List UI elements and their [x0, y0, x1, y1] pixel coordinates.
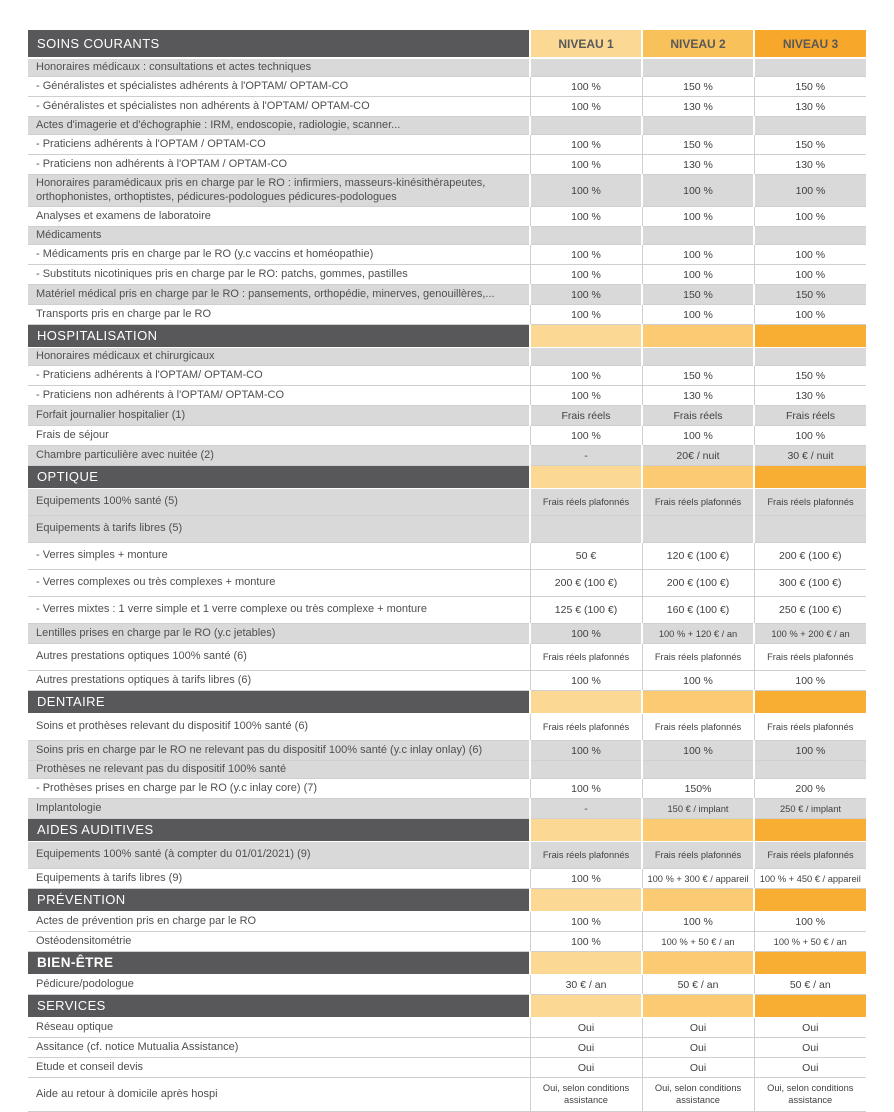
row-label: - Généralistes et spécialistes adhérents à l'OPTAM/ OPTAM-CO — [28, 77, 530, 97]
section-header-row — [28, 952, 866, 975]
column-header-niveau-1: NIVEAU 1 — [530, 30, 642, 58]
table-row — [28, 285, 866, 305]
value-niveau-1: 100 % — [530, 97, 642, 117]
value-niveau-3: Frais réels plafonnés — [754, 714, 866, 741]
section-title: SERVICES — [28, 995, 530, 1018]
table-row — [28, 1058, 866, 1078]
value-niveau-3: 150 % — [754, 135, 866, 155]
table-row — [28, 155, 866, 175]
table-row — [28, 761, 866, 779]
table-row — [28, 912, 866, 932]
value-niveau-3 — [754, 889, 866, 912]
value-niveau-2 — [642, 691, 754, 714]
table-row — [28, 265, 866, 285]
value-niveau-2: 20€ / nuit — [642, 446, 754, 466]
value-niveau-3 — [754, 58, 866, 77]
section-header-row — [28, 819, 866, 842]
value-niveau-2: 100 % — [642, 175, 754, 207]
value-niveau-1 — [530, 819, 642, 842]
table-row — [28, 932, 866, 952]
value-niveau-2: 100 % + 120 € / an — [642, 624, 754, 644]
table-row — [28, 446, 866, 466]
section-header-row — [28, 691, 866, 714]
value-niveau-3: 100 % + 200 € / an — [754, 624, 866, 644]
row-label: - Verres complexes ou très complexes + monture — [28, 570, 530, 597]
value-niveau-2: 150% — [642, 779, 754, 799]
value-niveau-3: 130 % — [754, 155, 866, 175]
value-niveau-3: 130 % — [754, 386, 866, 406]
table-row — [28, 799, 866, 819]
value-niveau-1 — [530, 58, 642, 77]
row-label: Ostéodensitométrie — [28, 932, 530, 952]
value-niveau-1: 100 % — [530, 869, 642, 889]
value-niveau-1: Oui — [530, 1018, 642, 1038]
value-niveau-2: Frais réels plafonnés — [642, 842, 754, 869]
value-niveau-2: 100 % — [642, 741, 754, 761]
value-niveau-1 — [530, 691, 642, 714]
value-niveau-1: 125 € (100 €) — [530, 597, 642, 624]
value-niveau-2: Frais réels plafonnés — [642, 489, 754, 516]
row-label: Equipements à tarifs libres (9) — [28, 869, 530, 889]
value-niveau-3 — [754, 516, 866, 543]
table-row — [28, 227, 866, 245]
row-label: Soins et prothèses relevant du dispositif 100% santé (6) — [28, 714, 530, 741]
value-niveau-1: 100 % — [530, 426, 642, 446]
value-niveau-2 — [642, 819, 754, 842]
value-niveau-2: Oui — [642, 1038, 754, 1058]
table-row — [28, 624, 866, 644]
column-header-niveau-3: NIVEAU 3 — [754, 30, 866, 58]
row-label: - Praticiens adhérents à l'OPTAM/ OPTAM-CO — [28, 366, 530, 386]
value-niveau-3: 100 % — [754, 207, 866, 227]
value-niveau-3 — [754, 995, 866, 1018]
row-label: - Verres simples + monture — [28, 543, 530, 570]
value-niveau-2: 100 % — [642, 671, 754, 691]
section-title: BIEN-ÊTRE — [28, 952, 530, 975]
value-niveau-2: 200 € (100 €) — [642, 570, 754, 597]
section-title: AIDES AUDITIVES — [28, 819, 530, 842]
table-row — [28, 842, 866, 869]
value-niveau-1 — [530, 761, 642, 779]
row-label: Honoraires médicaux et chirurgicaux — [28, 348, 530, 366]
value-niveau-2 — [642, 516, 754, 543]
value-niveau-3 — [754, 348, 866, 366]
row-label: Lentilles prises en charge par le RO (y.c jetables) — [28, 624, 530, 644]
value-niveau-3 — [754, 952, 866, 975]
value-niveau-2: 160 € (100 €) — [642, 597, 754, 624]
value-niveau-1: 50 € — [530, 543, 642, 570]
value-niveau-2 — [642, 58, 754, 77]
value-niveau-2 — [642, 117, 754, 135]
value-niveau-1 — [530, 348, 642, 366]
table-row — [28, 671, 866, 691]
value-niveau-1 — [530, 466, 642, 489]
value-niveau-3: 150 % — [754, 77, 866, 97]
table-row — [28, 406, 866, 426]
value-niveau-2: 130 % — [642, 97, 754, 117]
table-row — [28, 516, 866, 543]
value-niveau-2: 150 € / implant — [642, 799, 754, 819]
table-row — [28, 779, 866, 799]
value-niveau-1: 100 % — [530, 741, 642, 761]
table-header-row — [28, 30, 866, 58]
row-label: Autres prestations optiques à tarifs libres (6) — [28, 671, 530, 691]
value-niveau-3: 200 € (100 €) — [754, 543, 866, 570]
row-label: Equipements 100% santé (5) — [28, 489, 530, 516]
section-header-row — [28, 466, 866, 489]
value-niveau-2: 130 % — [642, 386, 754, 406]
value-niveau-2: Oui, selon conditions assistance — [642, 1078, 754, 1112]
value-niveau-3: 100 % — [754, 175, 866, 207]
value-niveau-3: 100 % — [754, 265, 866, 285]
value-niveau-1: 100 % — [530, 285, 642, 305]
value-niveau-1: Frais réels plafonnés — [530, 842, 642, 869]
table-row — [28, 1018, 866, 1038]
table-row — [28, 135, 866, 155]
table-row — [28, 348, 866, 366]
table-row — [28, 305, 866, 325]
value-niveau-2: 100 % — [642, 265, 754, 285]
value-niveau-1: Oui — [530, 1038, 642, 1058]
value-niveau-3: 130 % — [754, 97, 866, 117]
value-niveau-3: 100 % + 50 € / an — [754, 932, 866, 952]
value-niveau-3: 150 % — [754, 366, 866, 386]
value-niveau-1: Frais réels — [530, 406, 642, 426]
value-niveau-2: 150 % — [642, 285, 754, 305]
section-header-row — [28, 325, 866, 348]
value-niveau-3: 100 % — [754, 671, 866, 691]
row-label: Médicaments — [28, 227, 530, 245]
table-row — [28, 97, 866, 117]
row-label: - Verres mixtes : 1 verre simple et 1 verre complexe ou très complexe + monture — [28, 597, 530, 624]
row-label: Autres prestations optiques 100% santé (6) — [28, 644, 530, 671]
value-niveau-1: 100 % — [530, 912, 642, 932]
row-label: Honoraires paramédicaux pris en charge par le RO : infirmiers, masseurs-kinésithérapeutes, orthophonistes, orthoptistes, pédicures-podologues pédicures-podologues — [28, 175, 530, 207]
coverage-table — [28, 30, 866, 1112]
value-niveau-1: 100 % — [530, 207, 642, 227]
value-niveau-3: 30 € / nuit — [754, 446, 866, 466]
value-niveau-3 — [754, 117, 866, 135]
value-niveau-1: 100 % — [530, 135, 642, 155]
value-niveau-1: 100 % — [530, 386, 642, 406]
table-body — [28, 58, 866, 1112]
row-label: - Praticiens non adhérents à l'OPTAM/ OPTAM-CO — [28, 386, 530, 406]
table-row — [28, 175, 866, 207]
value-niveau-1 — [530, 516, 642, 543]
value-niveau-1: 100 % — [530, 77, 642, 97]
section-title: OPTIQUE — [28, 466, 530, 489]
value-niveau-3: Frais réels plafonnés — [754, 489, 866, 516]
row-label: Matériel médical pris en charge par le RO : pansements, orthopédie, minerves, genouillères,... — [28, 285, 530, 305]
value-niveau-2: 120 € (100 €) — [642, 543, 754, 570]
value-niveau-3: Oui, selon conditions assistance — [754, 1078, 866, 1112]
value-niveau-3: 50 € / an — [754, 975, 866, 995]
value-niveau-1: 100 % — [530, 779, 642, 799]
value-niveau-1 — [530, 995, 642, 1018]
row-label: Actes d'imagerie et d'échographie : IRM, endoscopie, radiologie, scanner... — [28, 117, 530, 135]
section-title: HOSPITALISATION — [28, 325, 530, 348]
value-niveau-3: 250 € / implant — [754, 799, 866, 819]
value-niveau-1: 200 € (100 €) — [530, 570, 642, 597]
value-niveau-1: 30 € / an — [530, 975, 642, 995]
value-niveau-1: 100 % — [530, 245, 642, 265]
row-label: Frais de séjour — [28, 426, 530, 446]
value-niveau-1 — [530, 325, 642, 348]
value-niveau-2: 150 % — [642, 135, 754, 155]
value-niveau-3 — [754, 227, 866, 245]
value-niveau-2: Frais réels plafonnés — [642, 714, 754, 741]
table-row — [28, 366, 866, 386]
value-niveau-3: Oui — [754, 1058, 866, 1078]
value-niveau-2: 50 € / an — [642, 975, 754, 995]
value-niveau-1: 100 % — [530, 366, 642, 386]
row-label: Prothèses ne relevant pas du dispositif 100% santé — [28, 761, 530, 779]
value-niveau-3: Oui — [754, 1018, 866, 1038]
value-niveau-3: 100 % — [754, 305, 866, 325]
table-row — [28, 1078, 866, 1112]
row-label: - Praticiens adhérents à l'OPTAM / OPTAM-CO — [28, 135, 530, 155]
value-niveau-3: Frais réels plafonnés — [754, 644, 866, 671]
section-header-row — [28, 889, 866, 912]
row-label: Equipements 100% santé (à compter du 01/01/2021) (9) — [28, 842, 530, 869]
value-niveau-3 — [754, 466, 866, 489]
row-label: - Substituts nicotiniques pris en charge par le RO: patchs, gommes, pastilles — [28, 265, 530, 285]
value-niveau-3: 150 % — [754, 285, 866, 305]
value-niveau-3: 100 % — [754, 741, 866, 761]
row-label: Actes de prévention pris en charge par le RO — [28, 912, 530, 932]
table-row — [28, 543, 866, 570]
row-label: Etude et conseil devis — [28, 1058, 530, 1078]
row-label: - Praticiens non adhérents à l'OPTAM / OPTAM-CO — [28, 155, 530, 175]
value-niveau-1: 100 % — [530, 175, 642, 207]
value-niveau-2: 100 % — [642, 245, 754, 265]
row-label: Soins pris en charge par le RO ne relevant pas du dispositif 100% santé (y.c inlay onlay) (6) — [28, 741, 530, 761]
value-niveau-2: 150 % — [642, 77, 754, 97]
value-niveau-1: Oui — [530, 1058, 642, 1078]
value-niveau-3: 250 € (100 €) — [754, 597, 866, 624]
section-title: PRÉVENTION — [28, 889, 530, 912]
table-row — [28, 386, 866, 406]
row-label: Aide au retour à domicile après hospi — [28, 1078, 530, 1112]
row-label: Honoraires médicaux : consultations et actes techniques — [28, 58, 530, 77]
value-niveau-1 — [530, 952, 642, 975]
column-header-soins-courants: SOINS COURANTS — [28, 30, 530, 58]
value-niveau-1: 100 % — [530, 155, 642, 175]
value-niveau-2 — [642, 889, 754, 912]
value-niveau-3: 100 % + 450 € / appareil — [754, 869, 866, 889]
value-niveau-2: 100 % — [642, 207, 754, 227]
value-niveau-2: 100 % — [642, 912, 754, 932]
value-niveau-2: 130 % — [642, 155, 754, 175]
value-niveau-2: 100 % — [642, 426, 754, 446]
value-niveau-1: Frais réels plafonnés — [530, 489, 642, 516]
value-niveau-1: 100 % — [530, 265, 642, 285]
value-niveau-1: - — [530, 446, 642, 466]
value-niveau-3 — [754, 761, 866, 779]
value-niveau-2: Frais réels — [642, 406, 754, 426]
value-niveau-1: Oui, selon conditions assistance — [530, 1078, 642, 1112]
table-row — [28, 644, 866, 671]
row-label: Assitance (cf. notice Mutualia Assistance) — [28, 1038, 530, 1058]
value-niveau-2 — [642, 761, 754, 779]
value-niveau-1: - — [530, 799, 642, 819]
value-niveau-1: 100 % — [530, 671, 642, 691]
section-title: DENTAIRE — [28, 691, 530, 714]
value-niveau-2 — [642, 995, 754, 1018]
table-row — [28, 245, 866, 265]
row-label: - Généralistes et spécialistes non adhérents à l'OPTAM/ OPTAM-CO — [28, 97, 530, 117]
row-label: Pédicure/podologue — [28, 975, 530, 995]
row-label: Equipements à tarifs libres (5) — [28, 516, 530, 543]
value-niveau-2 — [642, 952, 754, 975]
value-niveau-1: Frais réels plafonnés — [530, 644, 642, 671]
value-niveau-2: 100 % — [642, 305, 754, 325]
value-niveau-3: Frais réels plafonnés — [754, 842, 866, 869]
value-niveau-2: 100 % + 50 € / an — [642, 932, 754, 952]
table-row — [28, 975, 866, 995]
value-niveau-2 — [642, 466, 754, 489]
value-niveau-3 — [754, 819, 866, 842]
row-label: Forfait journalier hospitalier (1) — [28, 406, 530, 426]
row-label: Implantologie — [28, 799, 530, 819]
table-row — [28, 58, 866, 77]
table-row — [28, 741, 866, 761]
table-row — [28, 426, 866, 446]
value-niveau-3: 100 % — [754, 245, 866, 265]
value-niveau-2 — [642, 348, 754, 366]
value-niveau-1: Frais réels plafonnés — [530, 714, 642, 741]
value-niveau-3: Oui — [754, 1038, 866, 1058]
value-niveau-2 — [642, 227, 754, 245]
table-row — [28, 597, 866, 624]
row-label: - Prothèses prises en charge par le RO (y.c inlay core) (7) — [28, 779, 530, 799]
value-niveau-3: 200 % — [754, 779, 866, 799]
value-niveau-2 — [642, 325, 754, 348]
value-niveau-2: 100 % + 300 € / appareil — [642, 869, 754, 889]
table-row — [28, 1038, 866, 1058]
row-label: - Médicaments pris en charge par le RO (y.c vaccins et homéopathie) — [28, 245, 530, 265]
row-label: Réseau optique — [28, 1018, 530, 1038]
row-label: Transports pris en charge par le RO — [28, 305, 530, 325]
table-row — [28, 714, 866, 741]
table-row — [28, 207, 866, 227]
value-niveau-3: 100 % — [754, 912, 866, 932]
value-niveau-3 — [754, 691, 866, 714]
value-niveau-1 — [530, 117, 642, 135]
value-niveau-3: 100 % — [754, 426, 866, 446]
table-row — [28, 117, 866, 135]
value-niveau-3: Frais réels — [754, 406, 866, 426]
value-niveau-2: Frais réels plafonnés — [642, 644, 754, 671]
value-niveau-2: Oui — [642, 1018, 754, 1038]
table-row — [28, 77, 866, 97]
column-header-niveau-2: NIVEAU 2 — [642, 30, 754, 58]
value-niveau-1: 100 % — [530, 305, 642, 325]
value-niveau-1: 100 % — [530, 624, 642, 644]
value-niveau-3 — [754, 325, 866, 348]
value-niveau-1: 100 % — [530, 932, 642, 952]
table-row — [28, 570, 866, 597]
table-row — [28, 489, 866, 516]
value-niveau-3: 300 € (100 €) — [754, 570, 866, 597]
value-niveau-1 — [530, 227, 642, 245]
row-label: Chambre particulière avec nuitée (2) — [28, 446, 530, 466]
table-row — [28, 869, 866, 889]
value-niveau-1 — [530, 889, 642, 912]
section-header-row — [28, 995, 866, 1018]
value-niveau-2: 150 % — [642, 366, 754, 386]
row-label: Analyses et examens de laboratoire — [28, 207, 530, 227]
value-niveau-2: Oui — [642, 1058, 754, 1078]
